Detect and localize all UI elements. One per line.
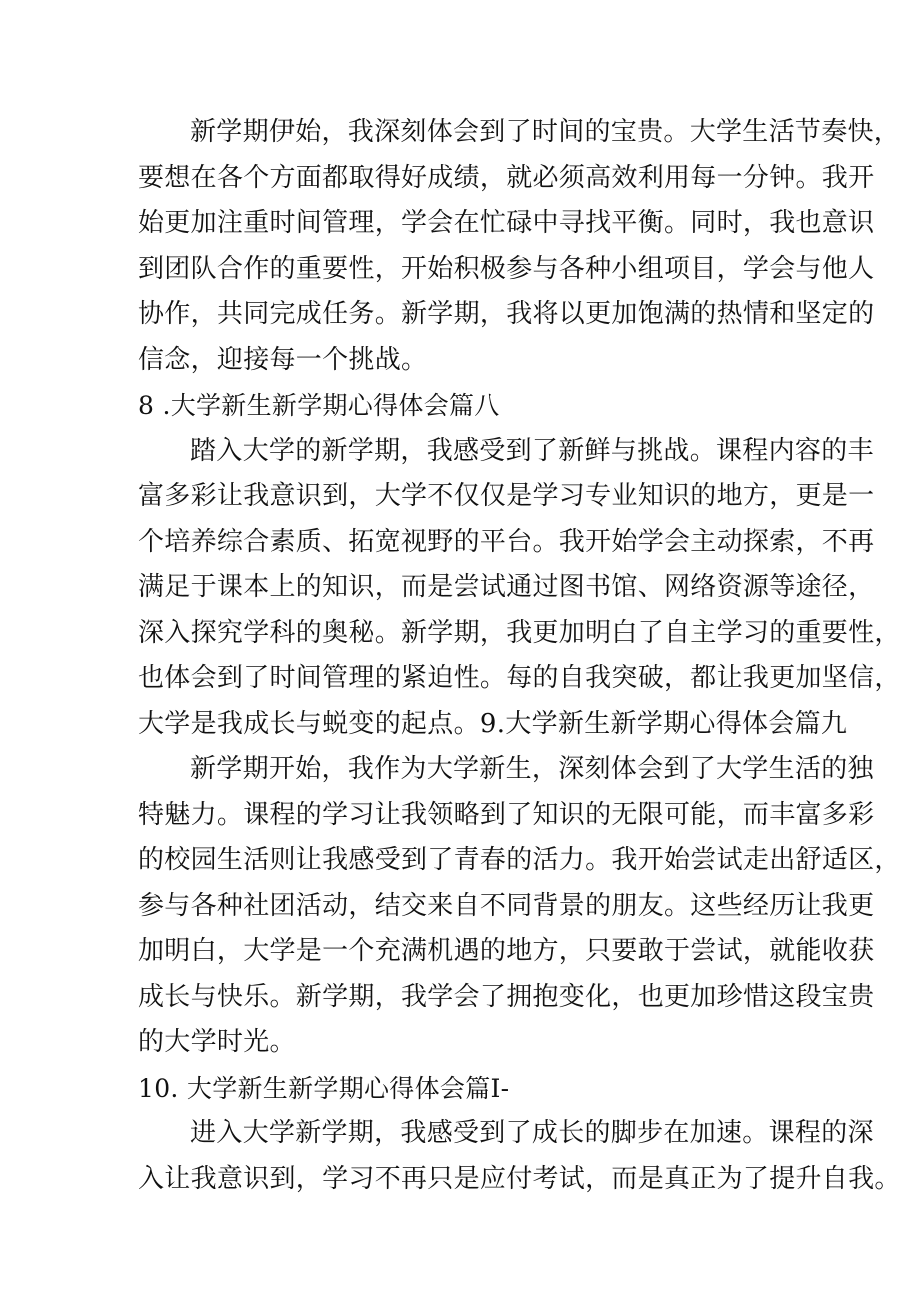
paragraph-line: 富多彩让我意识到，大学不仅仅是学习专业知识的地方，更是一 [138,481,875,511]
paragraph-line: 参与各种社团活动，结交来自不同背景的朋友。这些经历让我更 [138,890,875,921]
paragraph-line: 加明白，大学是一个充满机遇的地方，只要敢于尝试，就能收获 [138,936,875,966]
paragraph-line: 协作，共同完成任务。新学期，我将以更加饱满的热情和坚定的 [138,299,875,329]
paragraph-line: 成长与快乐。新学期，我学会了拥抱变化，也更加珍惜这段宝贵 [138,981,875,1012]
document-page [138,110,901,1202]
paragraph-line: 特魅力。课程的学习让我领略到了知识的无限可能，而丰富多彩 [138,799,875,830]
paragraph-line: 到团队合作的重要性，开始积极参与各种小组项目，学会与他人 [138,253,875,284]
paragraph-line: 的校园生活则让我感受到了青春的活力。我开始尝试走出舒适区， [138,845,901,875]
paragraph-line: 的大学时光。 [138,1027,296,1057]
paragraph-line: 始更加注重时间管理，学会在忙碌中寻找平衡。同时，我也意识 [138,208,875,238]
paragraph-line: 信念，迎接每一个挑战。 [138,344,428,375]
section-heading: 10. 大学新生新学期心得体会篇I- [138,1073,510,1103]
paragraph-line: 新学期伊始，我深刻体会到了时间的宝贵。大学生活节奏快， [190,117,901,147]
paragraph-line: 满足于课本上的知识，而是尝试通过图书馆、网络资源等途径， [138,572,875,602]
section-heading: 8 .大学新生新学期心得体会篇八 [138,391,500,420]
paragraph-line: 也体会到了时间管理的紧迫性。每的自我突破，都让我更加坚信， [138,663,901,693]
paragraph-line: 个培养综合素质、拓宽视野的平台。我开始学会主动探索，不再 [138,526,875,557]
paragraph-line: 新学期开始，我作为大学新生，深刻体会到了大学生活的独 [190,754,874,784]
paragraph-line: 深入探究学科的奥秘。新学期，我更加明白了自主学习的重要性， [138,617,901,648]
paragraph-line: 进入大学新学期，我感受到了成长的脚步在加速。课程的深 [190,1118,874,1148]
paragraph-line: 大学是我成长与蜕变的起点。9.大学新生新学期心得体会篇九 [138,708,848,739]
paragraph-line: 要想在各个方面都取得好成绩，就必须高效利用每一分钟。我开 [138,162,875,193]
paragraph-line: 入让我意识到，学习不再只是应付考试，而是真正为了提升自我。 [138,1163,901,1194]
paragraph-line: 踏入大学的新学期，我感受到了新鲜与挑战。课程内容的丰 [190,435,874,466]
